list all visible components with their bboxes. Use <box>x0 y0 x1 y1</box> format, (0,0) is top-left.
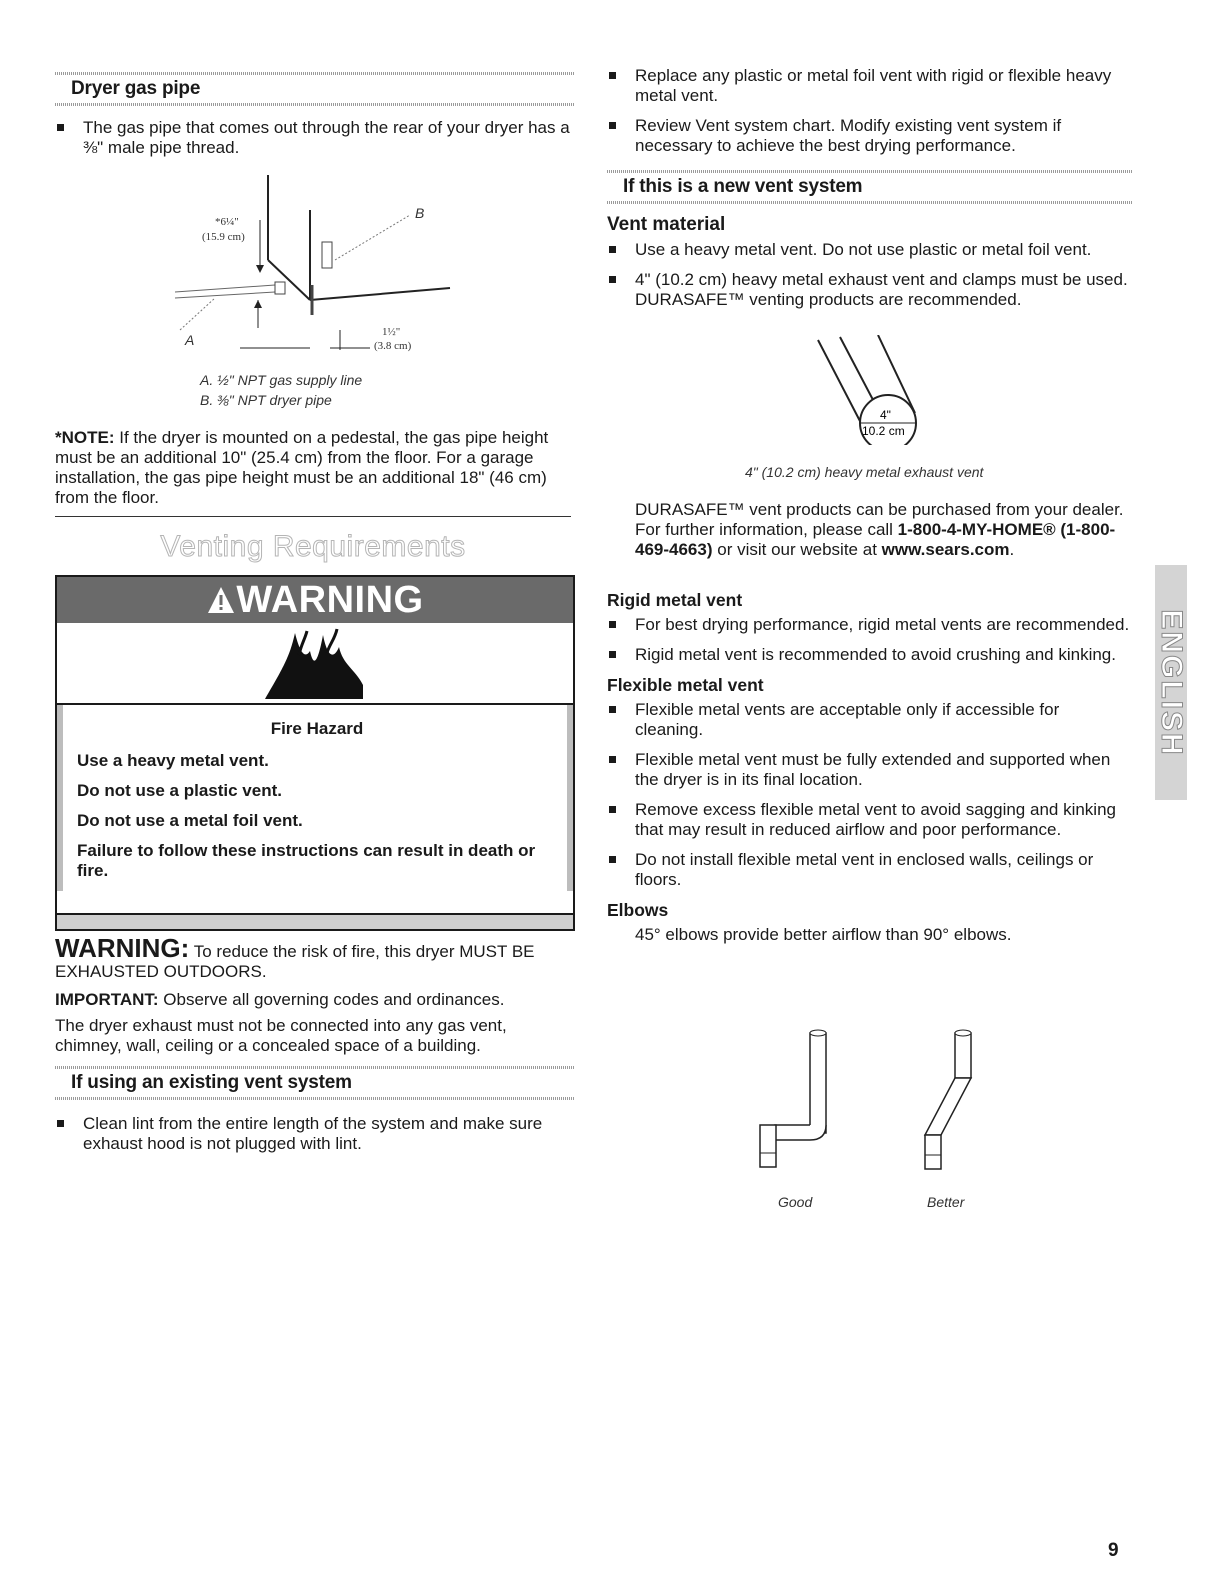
vent-dim: 4" <box>880 408 891 422</box>
bullet-square-icon <box>609 756 616 763</box>
exhaust-vent-diagram <box>810 335 940 445</box>
offset-label: 1½" <box>382 326 401 338</box>
period: . <box>1009 540 1015 559</box>
fire-hazard-warning-box <box>55 575 575 931</box>
elbow-90-icon <box>760 1030 826 1167</box>
elbow-better-label: Better <box>927 1194 965 1210</box>
existing-vent-heading: If using an existing vent system <box>71 1072 352 1093</box>
durasafe-text: DURASAFE™ vent products can be purchased from your dealer. For further information, please call <box>635 500 1124 539</box>
elbows-heading: Elbows <box>607 900 669 920</box>
divider <box>55 516 571 517</box>
exhaust-warning <box>55 933 575 982</box>
important-text: Observe all governing codes and ordinances. <box>158 990 505 1009</box>
label-a: A <box>185 332 195 348</box>
flexible-heading: Flexible metal vent <box>607 675 764 695</box>
caption-b: B. ⅜" NPT dryer pipe <box>200 392 332 408</box>
left-column <box>55 0 575 168</box>
rule <box>607 201 1132 204</box>
warning-line: Do not use a plastic vent. <box>77 781 282 800</box>
rigid-bullet <box>607 615 1132 635</box>
page-number: 9 <box>1108 1540 1119 1561</box>
warning-line: Do not use a metal foil vent. <box>77 811 303 830</box>
flexible-bullet <box>607 850 1132 890</box>
elbows-diagram <box>755 1025 995 1175</box>
fire-hazard-title: Fire Hazard <box>270 719 364 738</box>
bullet-square-icon <box>57 1120 64 1127</box>
website-link[interactable]: www.sears.com <box>881 540 1010 559</box>
bullet-text: Replace any plastic or metal foil vent with rigid or flexible heavy metal vent. <box>635 66 1112 105</box>
bullet-square-icon <box>609 806 616 813</box>
bullet-square-icon <box>609 706 616 713</box>
pedestal-note <box>55 428 575 508</box>
bullet-text: Flexible metal vents are acceptable only if accessible for cleaning. <box>635 700 1060 739</box>
offset-cm-label: (3.8 cm) <box>374 340 412 352</box>
exhaust-text: The dryer exhaust must not be connected into any gas vent, chimney, wall, ceiling or a concealed space of a building. <box>55 1016 507 1055</box>
bullet-square-icon <box>609 276 616 283</box>
top-bullet <box>607 66 1132 106</box>
durasafe-paragraph <box>635 500 1130 560</box>
venting-requirements-title: Venting Requirements <box>160 530 466 563</box>
caption-a: A. ½" NPT gas supply line <box>200 372 363 388</box>
rule <box>55 103 575 106</box>
rigid-bullet <box>607 645 1132 665</box>
fire-icon <box>255 625 375 701</box>
vent-material-heading: Vent material <box>607 214 726 235</box>
bullet-text: Flexible metal vent must be fully extended and supported when the dryer is in its final location. <box>635 750 1111 789</box>
warning-banner <box>57 577 573 623</box>
language-side-tab <box>1155 565 1187 800</box>
flexible-bullet <box>607 750 1132 790</box>
bullet-text: Remove excess flexible metal vent to avoid sagging and kinking that may result in reduced airflow and poor performance. <box>635 800 1116 839</box>
warning-text: To reduce the risk of fire, this dryer MUST BE EXHAUSTED OUTDOORS. <box>55 942 535 981</box>
visit-text: or visit our website at <box>712 540 882 559</box>
flexible-bullet <box>607 700 1132 740</box>
important-label: IMPORTANT: <box>55 990 159 1009</box>
warning-triangle-icon <box>206 585 236 615</box>
bullet-text: Use a heavy metal vent. Do not use plastic or metal foil vent. <box>635 240 1092 259</box>
new-vent-heading: If this is a new vent system <box>623 176 863 197</box>
vent-material-bullet <box>607 240 1132 260</box>
warning-label: WARNING: <box>55 933 190 963</box>
bullet-square-icon <box>609 122 616 129</box>
bullet-text: Review Vent system chart. Modify existing vent system if necessary to achieve the best drying performance. <box>635 116 1062 155</box>
bullet-text: Clean lint from the entire length of the system and make sure exhaust hood is not plugged with lint. <box>83 1114 543 1153</box>
bullet-text: Rigid metal vent is recommended to avoid crushing and kinking. <box>635 645 1116 664</box>
gas-diagram-captions <box>200 372 362 408</box>
right-column <box>607 66 1132 320</box>
warning-line: Use a heavy metal vent. <box>77 751 269 770</box>
bullet-square-icon <box>609 651 616 658</box>
vent-dim-cm: 10.2 cm <box>862 424 905 438</box>
language-tab-text: ENGLISH <box>1155 608 1188 757</box>
vent-types-section <box>607 590 1132 945</box>
label-b: B <box>415 205 425 221</box>
note-text: If the dryer is mounted on a pedestal, the gas pipe height must be an additional 10" (25.4 cm) from the floor. For a garage installation, the gas pipe height must be an additional 18" (46 cm) from the floor. <box>55 428 549 507</box>
warning-banner-text: WARNING <box>236 578 424 621</box>
existing-vent-bullet <box>55 1114 575 1154</box>
phone-number: 1-800-4-MY-HOME® (1-800-469-4663) <box>635 520 1116 559</box>
existing-vent-section <box>55 1066 575 1164</box>
bullet-square-icon <box>609 856 616 863</box>
flexible-bullet <box>607 800 1132 840</box>
bullet-text: Do not install flexible metal vent in enclosed walls, ceilings or floors. <box>635 850 1094 889</box>
height-cm-label: (15.9 cm) <box>202 231 245 243</box>
elbows-text: 45° elbows provide better airflow than 90° elbows. <box>635 925 1012 944</box>
bullet-text: For best drying performance, rigid metal vents are recommended. <box>635 615 1130 634</box>
rule <box>55 1097 575 1100</box>
elbow-good-label: Good <box>778 1194 813 1210</box>
bullet-text: 4" (10.2 cm) heavy metal exhaust vent and clamps must be used. DURASAFE™ venting products are recommended. <box>635 270 1128 309</box>
vent-caption: 4" (10.2 cm) heavy metal exhaust vent <box>745 464 984 480</box>
warning-body <box>57 705 573 881</box>
dryer-gas-pipe-heading: Dryer gas pipe <box>71 78 201 99</box>
rigid-heading: Rigid metal vent <box>607 590 743 610</box>
important-note <box>55 990 575 1010</box>
warning-line: Failure to follow these instructions can result in death or fire. <box>77 841 536 880</box>
elbow-45-icon <box>925 1030 971 1169</box>
gas-pipe-diagram <box>160 170 460 355</box>
note-label: *NOTE: <box>55 428 115 447</box>
bullet-square-icon <box>57 124 64 131</box>
bullet-square-icon <box>609 246 616 253</box>
flame-pictogram <box>57 623 573 705</box>
top-bullet <box>607 116 1132 156</box>
gas-pipe-bullet <box>55 118 575 158</box>
vent-material-bullet <box>607 270 1132 310</box>
bullet-square-icon <box>609 72 616 79</box>
height-label: *6¼" <box>215 216 239 228</box>
bullet-text: The gas pipe that comes out through the rear of your dryer has a ⅜" male pipe thread. <box>83 118 570 157</box>
warning-bottom-bar <box>57 913 573 929</box>
bullet-square-icon <box>609 621 616 628</box>
